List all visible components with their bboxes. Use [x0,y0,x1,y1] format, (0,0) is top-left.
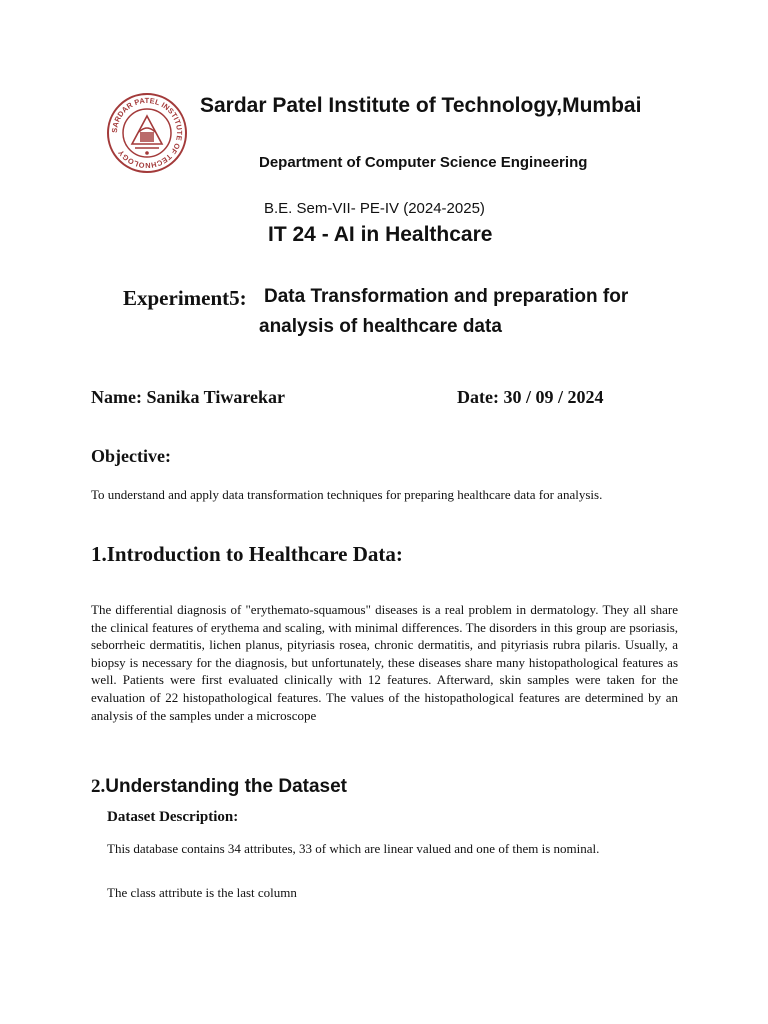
institute-name: Sardar Patel Institute of Technology,Mumbai [200,94,642,117]
semester-info: B.E. Sem-VII- PE-IV (2024-2025) [264,200,485,217]
objective-text: To understand and apply data transformation techniques for preparing healthcare data for analysis. [91,487,603,502]
experiment-title-line2: analysis of healthcare data [259,316,502,337]
objective-heading: Objective: [91,446,171,466]
dataset-description-paragraph: This database contains 34 attributes, 33 of which are linear valued and one of them is nominal. [107,841,600,856]
student-name: Name: Sanika Tiwarekar [91,387,286,407]
section2-heading [91,776,347,798]
section2-number: 2. [91,776,106,797]
institute-logo [106,92,188,174]
course-title: IT 24 - AI in Healthcare [268,223,493,246]
submission-date: Date: 30 / 09 / 2024 [457,387,604,407]
section1-paragraph: The differential diagnosis of "erythemato-squamous" diseases is a real problem in dermatology. They all share the clinical features of erythema and scaling, with minimal differences. The disorders in this group are psoriasis, seborrheic dermatitis, lichen planus, pityriasis rosea, chronic dermatitis, and pityriasis rubra pilaris. Usually, a biopsy is necessary for the diagnosis, but unfortunately, these diseases share many histopathological features as well. Patients were first evaluated clinically with 12 features. Afterward, skin samples were taken for the evaluation of 22 histopathological features. The values of the histopathological features are determined by an analysis of the samples under a microscope [91,602,678,723]
experiment-label: Experiment5: [123,286,247,310]
section1-heading: 1.Introduction to Healthcare Data: [91,542,403,566]
experiment-title-line1: Data Transformation and preparation for [264,286,629,307]
svg-text:SARDAR PATEL INSTITUTE OF TECH: SARDAR PATEL INSTITUTE OF TECHNOLOGY [109,95,185,171]
class-attribute-note: The class attribute is the last column [107,885,297,900]
section2-title: Understanding the Dataset [105,776,348,797]
dataset-description-heading: Dataset Description: [107,809,239,825]
department-name: Department of Computer Science Engineering [259,154,588,171]
